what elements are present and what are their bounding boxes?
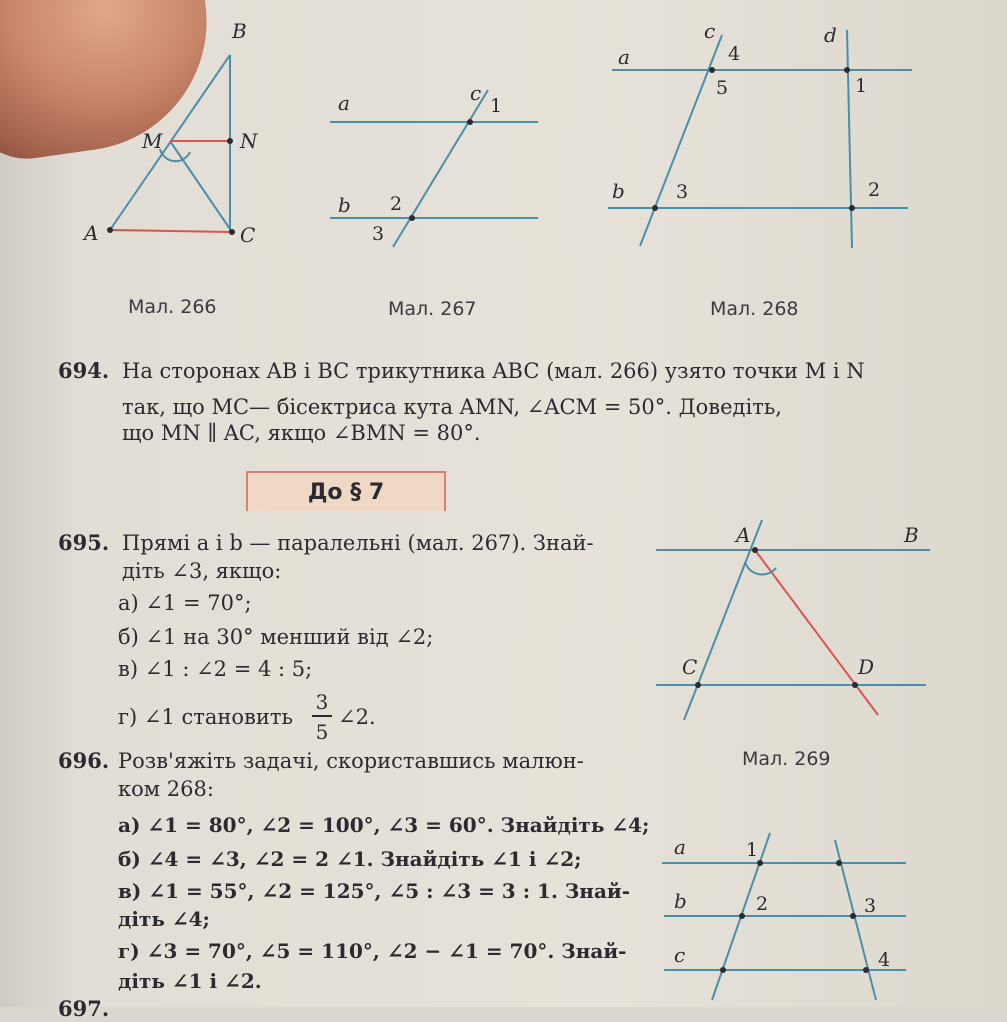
- fig266-label-m: M: [142, 129, 163, 153]
- caption-267: Мал. 267: [388, 298, 477, 320]
- caption-268: Мал. 268: [710, 298, 799, 320]
- problem-694-line3: що MN ∥ AC, якщо ∠BMN = 80°.: [122, 421, 481, 445]
- fig269-label-b: B: [904, 523, 919, 547]
- fig267-angle-2: 2: [390, 193, 403, 215]
- problem-697-number-cut: 697.: [58, 996, 110, 1021]
- fig269-label-a: A: [736, 523, 751, 547]
- figure-268: [608, 30, 912, 248]
- problem-696-c2: діть ∠4;: [118, 907, 210, 931]
- fig267-label-c: c: [470, 81, 482, 105]
- problem-695-line2: діть ∠3, якщо:: [122, 559, 282, 583]
- fig270-angle-2: 2: [756, 893, 769, 915]
- problem-695-a: а) ∠1 = 70°;: [118, 591, 252, 615]
- fig269-label-c: C: [682, 655, 698, 679]
- problem-694-line2: так, що MC— бісектриса кута AMN, ∠ACM = 50°. Доведіть,: [122, 395, 782, 419]
- fig268-angle-4: 4: [728, 43, 741, 65]
- caption-269: Мал. 269: [742, 748, 831, 770]
- fig266-label-c: C: [240, 223, 256, 247]
- problem-696-d2: діть ∠1 і ∠2.: [118, 969, 262, 993]
- fig268-angle-2: 2: [868, 179, 881, 201]
- problem-696-b: б) ∠4 = ∠3, ∠2 = 2 ∠1. Знайдіть ∠1 і ∠2;: [118, 847, 582, 871]
- fig268-label-b: b: [612, 179, 625, 203]
- fig268-label-d: d: [824, 23, 837, 47]
- problem-696-d1: г) ∠3 = 70°, ∠5 = 110°, ∠2 − ∠1 = 70°. Знай-: [118, 939, 627, 963]
- fig268-angle-5: 5: [716, 77, 729, 99]
- fraction-bar: [312, 715, 332, 717]
- section-heading: До § 7: [246, 471, 446, 511]
- fig268-angle-1: 1: [855, 75, 868, 97]
- fig267-angle-1: 1: [490, 95, 503, 117]
- fig268-label-c: c: [704, 19, 716, 43]
- fig270-label-a: a: [674, 835, 686, 859]
- problem-695-number: 695.: [58, 530, 110, 555]
- fig267-label-b: b: [338, 193, 351, 217]
- fig266-label-n: N: [240, 129, 258, 153]
- problem-694-number: 694.: [58, 358, 110, 383]
- problem-695-line1: Прямі a і b — паралельні (мал. 267). Знай-: [122, 531, 594, 555]
- fig270-angle-4: 4: [878, 949, 891, 971]
- problem-695-c: в) ∠1 : ∠2 = 4 : 5;: [118, 657, 313, 681]
- fig266-label-b: B: [232, 19, 247, 43]
- problem-696-a: а) ∠1 = 80°, ∠2 = 100°, ∠3 = 60°. Знайдіть ∠4;: [118, 813, 650, 837]
- fig269-label-d: D: [858, 655, 875, 679]
- problem-696-c1: в) ∠1 = 55°, ∠2 = 125°, ∠5 : ∠3 = 3 : 1. Знай-: [118, 879, 631, 903]
- problem-695-b: б) ∠1 на 30° менший від ∠2;: [118, 625, 434, 649]
- problem-696-line1: Розв'яжіть задачі, скориставшись малюн-: [118, 749, 584, 773]
- fig270-label-b: b: [674, 889, 687, 913]
- problem-696-line2: ком 268:: [118, 777, 214, 801]
- fig270-angle-3: 3: [864, 895, 877, 917]
- problem-696-number: 696.: [58, 748, 110, 773]
- figure-269: [656, 520, 930, 720]
- fraction-numerator: 3: [315, 690, 329, 714]
- problem-695-d-prefix: г) ∠1 становить: [118, 705, 293, 729]
- fig270-label-c: c: [674, 943, 686, 967]
- fraction-denominator: 5: [315, 720, 329, 744]
- figure-267: [330, 90, 538, 247]
- problem-694-line1: На сторонах AB і BC трикутника ABC (мал. 266) узято точки M і N: [122, 359, 865, 383]
- caption-266: Мал. 266: [128, 296, 217, 318]
- fig267-angle-3: 3: [372, 223, 385, 245]
- fig268-label-a: a: [618, 45, 630, 69]
- fig270-angle-1: 1: [746, 839, 759, 861]
- fig266-label-a: A: [84, 221, 99, 245]
- fig268-angle-3: 3: [676, 181, 689, 203]
- problem-695-d-suffix: ∠2.: [338, 705, 376, 729]
- fig267-label-a: a: [338, 91, 350, 115]
